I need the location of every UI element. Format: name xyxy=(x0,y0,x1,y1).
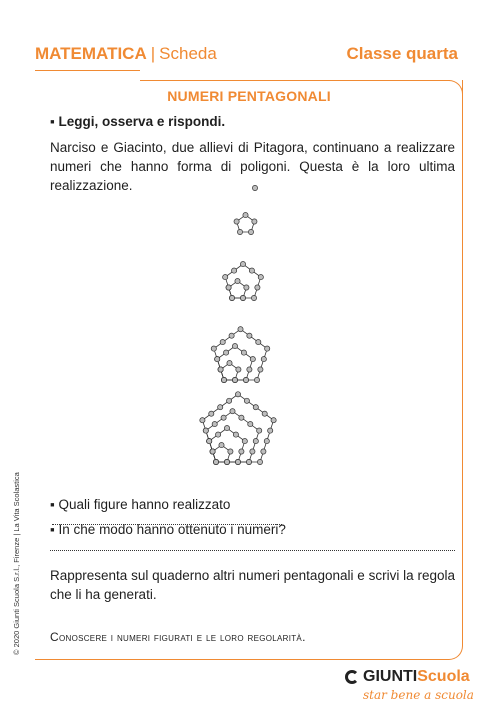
dot xyxy=(221,377,226,382)
dot xyxy=(248,229,253,234)
dot xyxy=(239,449,244,454)
dot xyxy=(212,422,217,427)
logo-slogan: star bene a scuola xyxy=(363,688,474,702)
dot xyxy=(257,459,262,464)
dot xyxy=(203,428,208,433)
dot xyxy=(251,295,256,300)
dot xyxy=(232,344,237,349)
header-rule xyxy=(35,70,140,71)
dot xyxy=(239,415,244,420)
dot xyxy=(257,428,262,433)
dot xyxy=(258,367,263,372)
pentagonal-number-2 xyxy=(234,213,257,235)
dot xyxy=(211,346,216,351)
dot xyxy=(242,439,247,444)
dot xyxy=(241,350,246,355)
dot xyxy=(209,411,214,416)
dot xyxy=(252,185,257,190)
logo-g-icon xyxy=(345,670,359,684)
instruction: ▪ Leggi, osserva e rispondi. xyxy=(50,114,226,129)
dot xyxy=(216,432,221,437)
dot xyxy=(247,367,252,372)
pentagonal-number-4 xyxy=(211,327,270,383)
dot xyxy=(227,398,232,403)
dot xyxy=(207,439,212,444)
dot xyxy=(243,377,248,382)
dot xyxy=(219,443,224,448)
dot xyxy=(264,439,269,444)
dot xyxy=(221,415,226,420)
dot xyxy=(244,398,249,403)
dot xyxy=(213,459,218,464)
dot xyxy=(235,459,240,464)
dot xyxy=(224,426,229,431)
dot xyxy=(252,219,257,224)
logo-brand: GIUNTIScuola xyxy=(363,668,470,685)
dot xyxy=(238,327,243,332)
dot xyxy=(250,357,255,362)
dot xyxy=(268,428,273,433)
dot xyxy=(243,213,248,218)
dot xyxy=(224,459,229,464)
dot xyxy=(200,418,205,423)
learning-goal: Conoscere i numeri figurati e le loro regolarità. xyxy=(50,630,306,644)
dot xyxy=(230,409,235,414)
dot xyxy=(247,333,252,338)
pentagonal-number-1 xyxy=(252,185,257,190)
dot xyxy=(229,295,234,300)
dot xyxy=(253,439,258,444)
worksheet-title: NUMERI PENTAGONALI xyxy=(167,88,331,104)
dot xyxy=(271,418,276,423)
dot xyxy=(250,449,255,454)
dot xyxy=(224,350,229,355)
answer-line[interactable] xyxy=(50,550,455,551)
dot xyxy=(226,285,231,290)
dot xyxy=(244,285,249,290)
intro-paragraph: Narciso e Giacinto, due allievi di Pitagora, continuano a realizzare numeri che hanno forma di poligoni. Questa è la loro ultima realizzazione. xyxy=(50,140,455,193)
dot xyxy=(240,262,245,267)
dot xyxy=(228,449,233,454)
dot xyxy=(215,357,220,362)
dot xyxy=(232,268,237,273)
pentagon-outline xyxy=(225,264,261,298)
dot xyxy=(233,432,238,437)
dot xyxy=(240,295,245,300)
dot xyxy=(218,367,223,372)
dot xyxy=(248,422,253,427)
copyright-note: © 2020 Giunti Scuola S.r.l., Firenze | La Vita Scolastica xyxy=(12,472,21,655)
dot xyxy=(254,377,259,382)
dot xyxy=(220,340,225,345)
pentagonal-number-3 xyxy=(223,262,264,301)
task-paragraph: Rappresenta sul quaderno altri numeri pentagonali e scrivi la regola che li ha generati. xyxy=(50,568,455,602)
dot xyxy=(255,285,260,290)
dot xyxy=(236,367,241,372)
dot xyxy=(237,229,242,234)
dot xyxy=(227,361,232,366)
dot xyxy=(235,392,240,397)
dot xyxy=(210,449,215,454)
page-header xyxy=(35,44,458,68)
subject-label: MATEMATICA | Scheda xyxy=(35,44,217,63)
dot xyxy=(229,333,234,338)
dot xyxy=(262,411,267,416)
giunti-scuola-logo xyxy=(345,668,475,704)
dot xyxy=(218,405,223,410)
dot xyxy=(235,279,240,284)
question-figures: ▪ Quali figure hanno realizzato xyxy=(50,497,455,528)
dot xyxy=(234,219,239,224)
dot xyxy=(258,275,263,280)
pentagon-outline xyxy=(214,329,267,380)
dot xyxy=(232,377,237,382)
grade-label: Classe quarta xyxy=(346,44,458,63)
dot xyxy=(265,346,270,351)
pentagonal-numbers-figure xyxy=(180,180,330,470)
dot xyxy=(261,449,266,454)
pentagonal-number-5 xyxy=(200,392,276,465)
dot xyxy=(253,405,258,410)
dot xyxy=(261,357,266,362)
question-method: ▪ In che modo hanno ottenuto i numeri? xyxy=(50,522,286,537)
dot xyxy=(256,340,261,345)
dot xyxy=(223,275,228,280)
dot xyxy=(246,459,251,464)
dot xyxy=(249,268,254,273)
